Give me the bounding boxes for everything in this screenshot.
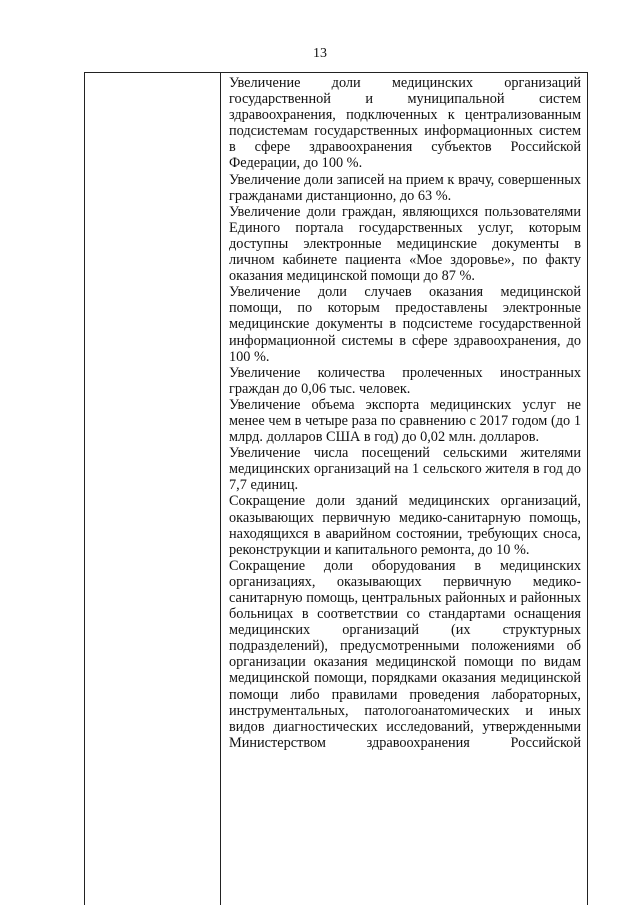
indicator-item: Увеличение доли записей на прием к врачу, совершенных гражданами дистанционно, до 63 %. [229, 171, 581, 204]
indicator-item: Увеличение доли граждан, являющихся пользователями Единого портала государственных услуг, которым доступны электронные медицинские документы в личном кабинете пациента «Мое здоровье», по факту оказания медицинской помощи до 87 %. [229, 203, 581, 285]
indicator-item: Сокращение доли оборудования в медицинских организациях, оказывающих первичную медико-санитарную помощь, центральных районных и районных больницах в соответствии со стандартами оснащения медицинских организаций (их структурных подразделений), предусмотренными положениями об организации оказания медицинской помощи по видам медицинской помощи, порядками оказания медицинской помощи либо правилами проведения лабораторных, инструментальных, патологоанатомических и иных видов диагностических исследований, утвержденными Министерством здравоохранения Российской [229, 557, 581, 751]
indicators-table [84, 72, 588, 905]
indicator-item: Увеличение количества пролеченных иностранных граждан до 0,06 тыс. человек. [229, 364, 581, 397]
indicator-item: Сокращение доли зданий медицинских организаций, оказывающих первичную медико-санитарную помощь, находящихся в аварийном состоянии, требующих сноса, реконструкции и капитального ремонта, до 10 %. [229, 493, 581, 558]
page-number: 13 [313, 46, 327, 61]
indicator-item: Увеличение доли медицинских организаций государственной и муниципальной систем здравоохранения, подключенных к централизованным подсистемам государственных информационных систем в сфере здравоохранения субъектов Российской Федерации, до 100 %. [229, 75, 581, 172]
indicator-item: Увеличение доли случаев оказания медицинской помощи, по которым предоставлены электронные медицинские документы в подсистеме государственной информационной системы в сфере здравоохранения, до 100 %. [229, 284, 581, 365]
indicator-item: Увеличение объема экспорта медицинских услуг не менее чем в четыре раза по сравнению с 2017 годом (до 1 млрд. долларов США в год) до 0,02 млн. долларов. [229, 396, 581, 446]
table-left-cell [85, 73, 221, 905]
table-right-cell [221, 73, 587, 905]
indicator-item: Увеличение числа посещений сельскими жителями медицинских организаций на 1 сельского жителя в год до 7,7 единиц. [229, 445, 581, 494]
